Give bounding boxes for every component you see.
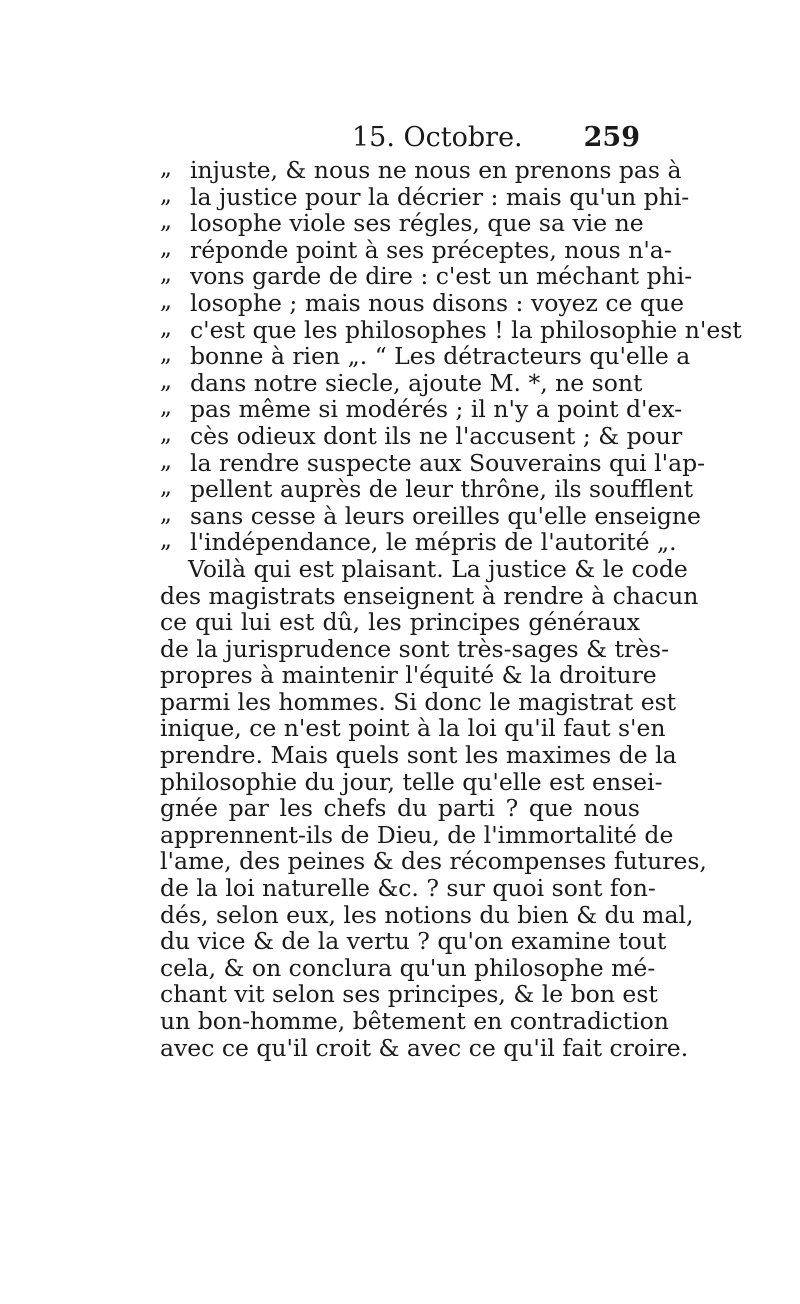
text-line: prendre. Mais quels sont les maximes de la — [160, 741, 677, 770]
text-line: parmi les hommes. Si donc le magistrat est — [160, 687, 677, 716]
page-number: 259 — [583, 122, 640, 153]
text-line: de la loi naturelle &c. ? sur quoi sont fon- — [160, 874, 656, 903]
text-line: un bon-homme, bêtement en contradiction — [160, 1007, 669, 1035]
text-line: l'ame, des peines & des récompenses futures, — [160, 847, 707, 876]
quoted-text-line: „ la rendre suspecte aux Souverains qui l'ap- — [160, 450, 640, 477]
quoted-text-line: „ losophe ; mais nous disons : voyez ce que — [160, 290, 640, 317]
text-line: inique, ce n'est point à la loi qu'il faut s'en — [160, 714, 666, 743]
text-line: du vice & de la vertu ? qu'on examine tout — [160, 927, 667, 956]
quoted-text-line: „ cès odieux dont ils ne l'accusent ; & pour — [160, 423, 640, 450]
quoted-text-line: „ c'est que les philosophes ! la philosophie n'est — [160, 317, 640, 344]
quoted-text-line: „ pellent auprès de leur thrône, ils soufflent — [160, 476, 640, 503]
quoted-text-line: „ injuste, & nous ne nous en prenons pas à — [160, 157, 640, 184]
quoted-text-line: „ réponde point à ses préceptes, nous n'a- — [160, 237, 640, 264]
running-head — [160, 118, 640, 158]
quoted-text-line: „ la justice pour la décrier : mais qu'un phi- — [160, 184, 640, 211]
quoted-text-line: „ pas même si modérés ; il n'y a point d'ex- — [160, 396, 640, 423]
text-line: avec ce qu'il croit & avec ce qu'il fait croire. — [160, 1033, 689, 1062]
text-line: dés, selon eux, les notions du bien & du mal, — [160, 900, 694, 929]
quoted-text-line: „ sans cesse à leurs oreilles qu'elle enseigne — [160, 503, 640, 530]
text-line: apprennent-ils de Dieu, de l'immortalité de — [160, 820, 674, 849]
text-line: chant vit selon ses principes, & le bon est — [160, 980, 658, 1009]
text-line: des magistrats enseignent à rendre à chacun — [160, 581, 699, 610]
quoted-text-line: „ l'indépendance, le mépris de l'autorité „. — [160, 529, 640, 556]
text-line: cela, & on conclura qu'un philosophe mé- — [160, 953, 656, 982]
quoted-text-line: „ vons garde de dire : c'est un méchant phi- — [160, 263, 640, 290]
quoted-text-line: „ bonne à rien „. “ Les détracteurs qu'elle a — [160, 343, 640, 370]
text-line: ce qui lui est dû, les principes généraux — [160, 608, 640, 637]
quoted-text-line: „ losophe viole ses régles, que sa vie ne — [160, 210, 640, 237]
text-line: gnée par les chefs du parti ? que nous — [160, 794, 640, 823]
text-line: philosophie du jour, telle qu'elle est ensei- — [160, 767, 663, 796]
text-line: de la jurisprudence sont très-sages & très- — [160, 634, 670, 663]
quoted-text-line: „ dans notre siecle, ajoute M. *, ne sont — [160, 370, 640, 397]
body-text — [160, 156, 742, 1062]
running-head-date: 15. Octobre. — [352, 122, 523, 153]
paragraph-first-line: Voilà qui est plaisant. La justice & le code — [188, 554, 688, 583]
text-line: propres à maintenir l'équité & la droiture — [160, 661, 657, 690]
